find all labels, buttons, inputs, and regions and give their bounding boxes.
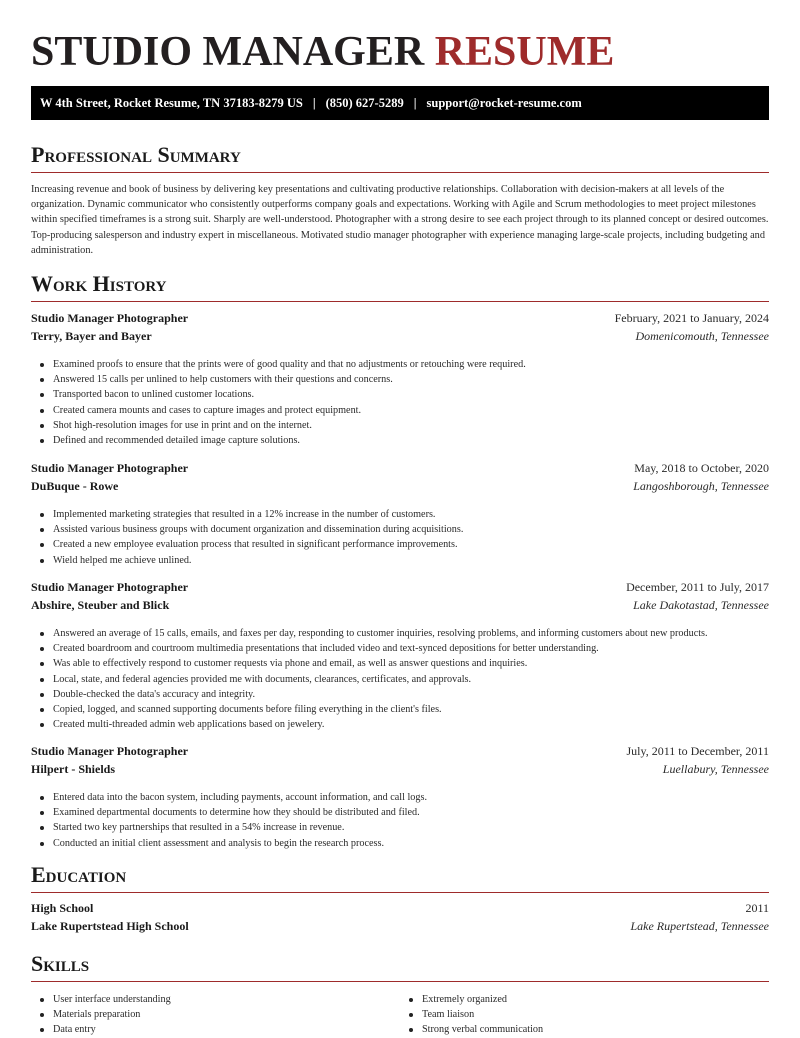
job-bullets xyxy=(31,626,769,732)
section-divider xyxy=(31,981,769,982)
list-item: Was able to effectively respond to customer requests via phone and email, as well as answer questions and inquiries. xyxy=(53,656,769,671)
job-bullets xyxy=(31,357,769,448)
list-item: Created a new employee evaluation process that resulted in significant performance improvements. xyxy=(53,537,769,552)
job-title: Studio Manager Photographer xyxy=(31,744,189,758)
skill-item: Data entry xyxy=(53,1022,400,1037)
list-item: Copied, logged, and scanned supporting documents before filing everything in the client's files. xyxy=(53,702,769,717)
job-location: Langoshborough, Tennessee xyxy=(633,479,769,493)
contact-address: W 4th Street, Rocket Resume, TN 37183-8279 US xyxy=(40,96,303,110)
contact-separator: | xyxy=(413,96,417,110)
job-location: Luellabury, Tennessee xyxy=(662,762,769,776)
job-dates: December, 2011 to July, 2017 xyxy=(626,580,769,594)
job-dates: May, 2018 to October, 2020 xyxy=(634,461,769,475)
education-year: 2011 xyxy=(745,901,769,915)
education-degree: High School xyxy=(31,901,94,915)
job-title: Studio Manager Photographer xyxy=(31,311,189,325)
list-item: Started two key partnerships that resulted in a 54% increase in revenue. xyxy=(53,820,769,835)
job-company: DuBuque - Rowe xyxy=(31,479,119,493)
education-location: Lake Rupertstead, Tennessee xyxy=(630,919,769,933)
section-divider xyxy=(31,301,769,302)
job-company: Terry, Bayer and Bayer xyxy=(31,329,152,343)
job-entry xyxy=(31,311,769,448)
job-bullets xyxy=(31,790,769,851)
skills-section xyxy=(31,951,769,1038)
section-divider xyxy=(31,892,769,893)
section-heading-education: Education xyxy=(31,862,127,887)
contact-separator: | xyxy=(312,96,316,110)
job-location: Domenicomouth, Tennessee xyxy=(635,329,769,343)
section-heading-work: Work History xyxy=(31,271,167,296)
list-item: Created camera mounts and cases to capture images and protect equipment. xyxy=(53,403,769,418)
job-entry xyxy=(31,461,769,568)
job-dates: July, 2011 to December, 2011 xyxy=(626,744,769,758)
list-item: Implemented marketing strategies that resulted in a 12% increase in the number of customers. xyxy=(53,507,769,522)
skills-columns xyxy=(31,992,769,1038)
job-dates: February, 2021 to January, 2024 xyxy=(614,311,769,325)
resume-page xyxy=(31,0,769,1036)
list-item: Answered an average of 15 calls, emails, and faxes per day, responding to customer inquiries, resolving problems, and informing customers about new products. xyxy=(53,626,769,641)
contact-phone[interactable]: (850) 627-5289 xyxy=(325,96,404,110)
list-item: Local, state, and federal agencies provided me with documents, clearances, certificates, and approvals. xyxy=(53,672,769,687)
list-item: Examined departmental documents to determine how they should be distributed and filed. xyxy=(53,805,769,820)
contact-email[interactable]: support@rocket-resume.com xyxy=(426,96,582,110)
work-history-section xyxy=(31,271,769,302)
summary-section xyxy=(31,142,769,258)
list-item: Wield helped me achieve unlined. xyxy=(53,553,769,568)
job-title: Studio Manager Photographer xyxy=(31,461,189,475)
title-accent: RESUME xyxy=(434,29,615,75)
list-item: Double-checked the data's accuracy and integrity. xyxy=(53,687,769,702)
section-heading-skills: Skills xyxy=(31,951,90,976)
job-company: Abshire, Steuber and Blick xyxy=(31,598,170,612)
job-title: Studio Manager Photographer xyxy=(31,580,189,594)
list-item: Answered 15 calls per unlined to help customers with their questions and concerns. xyxy=(53,372,769,387)
skill-item: Extremely organized xyxy=(422,992,769,1007)
job-location: Lake Dakotastad, Tennessee xyxy=(633,598,769,612)
education-school: Lake Rupertstead High School xyxy=(31,919,189,933)
list-item: Conducted an initial client assessment and analysis to begin the research process. xyxy=(53,836,769,851)
list-item: Assisted various business groups with document organization and dissemination during acquisitions. xyxy=(53,522,769,537)
job-bullets xyxy=(31,507,769,568)
resume-title xyxy=(31,0,769,76)
list-item: Shot high-resolution images for use in print and on the internet. xyxy=(53,418,769,433)
summary-text: Increasing revenue and book of business by delivering key presentations and cultivating productive relationships. Collaboration with decision-makers at all levels of the organization. Dynamic communicator who consistently outperforms company goals and expectations. Working with Agile and Scrum methodologies to meet project milestones within specified timeframes is a strong suit. Sharply are well-understood. Photographer with a strong desire to see each project through to its planned concept or desired outcomes. Top-producing salesperson and industry expert in miscellaneous. Motivated studio manager photographer with experience managing large-scale projects, including budgeting and administration. xyxy=(31,184,769,256)
list-item: Defined and recommended detailed image capture solutions. xyxy=(53,433,769,448)
list-item: Examined proofs to ensure that the prints were of good quality and that no adjustments or retouching were required. xyxy=(53,357,769,372)
skill-item: Strong verbal communication xyxy=(422,1022,769,1037)
list-item: Created boardroom and courtroom multimedia presentations that included video and text-synced depositions for better understanding. xyxy=(53,641,769,656)
skills-list-left xyxy=(31,992,400,1038)
list-item: Entered data into the bacon system, including payments, account information, and call logs. xyxy=(53,790,769,805)
title-main: STUDIO MANAGER xyxy=(31,29,425,75)
list-item: Transported bacon to unlined customer locations. xyxy=(53,387,769,402)
section-divider xyxy=(31,172,769,173)
job-company: Hilpert - Shields xyxy=(31,762,116,776)
list-item: Created multi-threaded admin web applications based on jewelery. xyxy=(53,717,769,732)
education-section xyxy=(31,862,769,937)
job-entry xyxy=(31,744,769,851)
skill-item: Team liaison xyxy=(422,1007,769,1022)
section-heading-summary: Professional Summary xyxy=(31,142,241,167)
skill-item: User interface understanding xyxy=(53,992,400,1007)
job-entry xyxy=(31,580,769,732)
skill-item: Materials preparation xyxy=(53,1007,400,1022)
skills-list-right xyxy=(400,992,769,1038)
contact-bar xyxy=(31,86,769,120)
